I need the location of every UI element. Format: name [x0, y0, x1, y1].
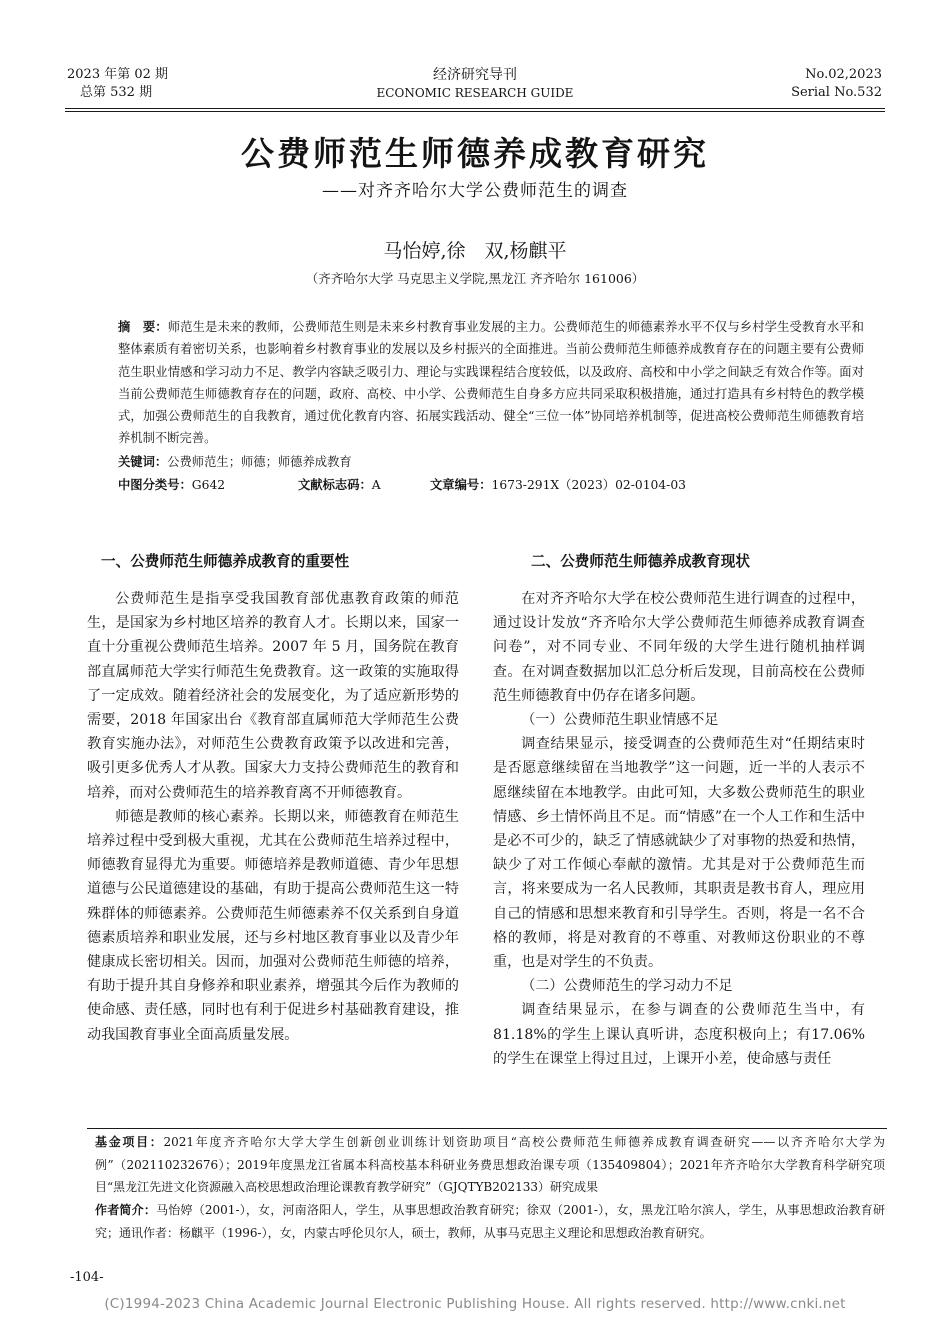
body-paragraph: 在对齐齐哈尔大学在校公费师范生进行调查的过程中，通过设计发放“齐齐哈尔大学公费师范生师德养成教育调查问卷”，对不同专业、不同年级的大学生进行随机抽样调查。在对调查数据加以汇总分析后发现，目前高校在公费师范生师德教育中仍存在诸多问题。 — [493, 591, 865, 704]
clc-label: 中图分类号： — [118, 478, 192, 492]
fund-footnote — [95, 1131, 885, 1199]
body-paragraph: 调查结果显示，接受调查的公费师范生对“任期结束时是否愿意继续留在当地教学”这一问题，近一半的人表示不愿继续留在本地教学。由此可知，大多数公费师范生的职业情感、乡土情怀尚且不足。而“情感”在一个人工作和生活中是必不可少的，缺乏了情感就缺少了对事物的热爱和热情，缺少了对工作倾心奉献的激情。尤其是对于公费师范生而言，将来要成为一名人民教师，其职责是教书育人，理应用自己的情感和思想来教育和引导学生。否则，将是一名不合格的教师，将是对教育的不尊重、对教师这份职业的不尊重，也是对学生的不负责。 — [493, 736, 865, 971]
doc-code-field — [298, 475, 381, 495]
article-subtitle: ——对齐齐哈尔大学公费师范生的调查 — [322, 181, 628, 201]
issue-total: 总第 532 期 — [80, 85, 153, 100]
fund-label: 基金项目： — [95, 1135, 164, 1149]
journal-name-en: ECONOMIC RESEARCH GUIDE — [376, 86, 574, 100]
article-number-field — [430, 475, 686, 495]
keywords — [118, 452, 864, 472]
body-paragraph: 调查结果显示，在参与调查的公费师范生当中，有 81.18%的学生上课认真听讲，态度积极向上；有17.06%的学生在课堂上得过且过，上课开小差，使命感与责任 — [493, 1002, 865, 1067]
article-title: 公费师范生师德养成教育研究 — [241, 134, 709, 173]
page-number: -104- — [70, 1270, 104, 1285]
body-paragraph: 师德是教师的核心素养。长期以来，师德教育在师范生培养过程中受到极大重视，尤其在公费师范生培养过程中，师德教育显得尤为重要。师德培养是教师道德、青少年思想道德与公民道德建设的基础，有助于提高公费师范生这一特殊群体的师德素养。公费师范生师德素养不仅关系到自身道德素质培养和职业发展，还与乡村地区教育事业以及青少年健康成长密切相关。因而，加强对公费师范生师德的培养，有助于提升其自身修养和职业素养，增强其今后作为教师的使命感、责任感，同时也有利于促进乡村基础教育建设，推动我国教育事业全面高质量发展。 — [87, 808, 459, 1043]
author-bio-label: 作者简介： — [95, 1203, 157, 1217]
doc-code-value: A — [371, 478, 381, 492]
article-authors: 马怡婷,徐 双,杨麒平 — [383, 240, 567, 262]
abstract-text: 师范生是未来的教师，公费师范生则是未来乡村教育事业发展的主力。公费师范生的师德素养水平不仅与乡村学生受教育水平和整体素质有着密切关系，也影响着乡村教育事业的发展以及乡村振兴的全面推进。当前公费师范生师德养成教育存在的问题主要有公费师范生职业情感和学习动力不足、教学内容缺乏吸引力、理论与实践课程结合度较低，以及政府、高校和中小学之间缺乏有效合作等。面对当前公费师范生师德教育存在的问题，政府、高校、中小学、公费师范生自身多方应共同采取积极措施，通过打造具有乡村特色的教学模式，加强公费师范生的自我教育，通过优化教育内容、拓展实践活动、健全“三位一体”协同培养机制等，促进高校公费师范生师德教育培养机制不断完善。 — [118, 320, 864, 446]
body-paragraph: 公费师范生是指享受我国教育部优惠教育政策的师范生，是国家为乡村地区培养的教育人才。长期以来，国家一直十分重视公费师范生培养。2007 年 5 月，国务院在教育部直属师范大学实行师范生免费教育。这一政策的实施取得了一定成效。随着经济社会的发展变化，为了适应新形势的需要，2018 年国家出台《教育部直属师范大学师范生公费教育实施办法》，对师范生公费教育政策予以改进和完善，吸引更多优秀人才从教。国家大力支持公费师范生的教育和培养，而对公费师范生的培养教育离不开师德教育。 — [87, 591, 459, 801]
article-number-label: 文章编号： — [430, 478, 492, 492]
abstract — [118, 316, 864, 450]
right-column — [493, 550, 865, 1071]
serial-number: Serial No.532 — [791, 85, 882, 100]
author-footnote — [95, 1199, 885, 1244]
issue-number: No.02,2023 — [805, 67, 882, 82]
header-rule-2 — [65, 111, 885, 112]
section-heading-1: 一、公费师范生师德养成教育的重要性 — [101, 553, 350, 570]
abstract-label: 摘 要： — [118, 320, 168, 334]
subsection-heading-1: （一）公费师范生职业情感不足 — [521, 712, 719, 729]
section-heading-2: 二、公费师范生师德养成教育现状 — [531, 553, 750, 570]
fund-text: 2021年度齐齐哈尔大学大学生创新创业训练计划资助项目“高校公费师范生师德养成教育调查研究——以齐齐哈尔大学为例”（202110232676）；2019年度黑龙江省属本科高校基本科研业务费思想政治课专项（135409804）；2021年齐齐哈尔大学教育科学研究项目“黑龙江先进文化资源融入高校思想政治理论课教育教学研究”（GJQTYB202133）研究成果 — [95, 1135, 885, 1194]
doc-code-label: 文献标志码： — [298, 478, 372, 492]
author-bio-text: 马怡婷（2001-），女，河南洛阳人，学生，从事思想政治教育研究；徐双（2001-），女，黑龙江哈尔滨人，学生，从事思想政治教育研究；通讯作者：杨麒平（1996-），女，内蒙古呼伦贝尔人，硕士，教师，从事马克思主义理论和思想政治教育研究。 — [95, 1203, 885, 1240]
issue-year: 2023 年第 02 期 — [67, 67, 169, 82]
footnote-rule — [87, 1128, 887, 1129]
keywords-label: 关键词： — [118, 455, 168, 469]
journal-name-cn: 经济研究导刊 — [433, 67, 517, 83]
keywords-text: 公费师范生；师德；师德养成教育 — [167, 455, 352, 469]
clc-field — [118, 475, 225, 495]
header-right — [791, 66, 882, 102]
subsection-heading-2: （二）公费师范生的学习动力不足 — [521, 978, 733, 995]
header-rule — [65, 108, 885, 109]
article-affiliation: （齐齐哈尔大学 马克思主义学院,黑龙江 齐齐哈尔 161006） — [305, 271, 645, 286]
left-column — [87, 550, 459, 1047]
article-number-value: 1673-291X（2023）02-0104-03 — [491, 478, 686, 492]
copyright-watermark: (C)1994-2023 China Academic Journal Electronic Publishing House. All rights reserved. http://www.cnki.net — [104, 1296, 846, 1312]
clc-value: G642 — [191, 478, 226, 492]
